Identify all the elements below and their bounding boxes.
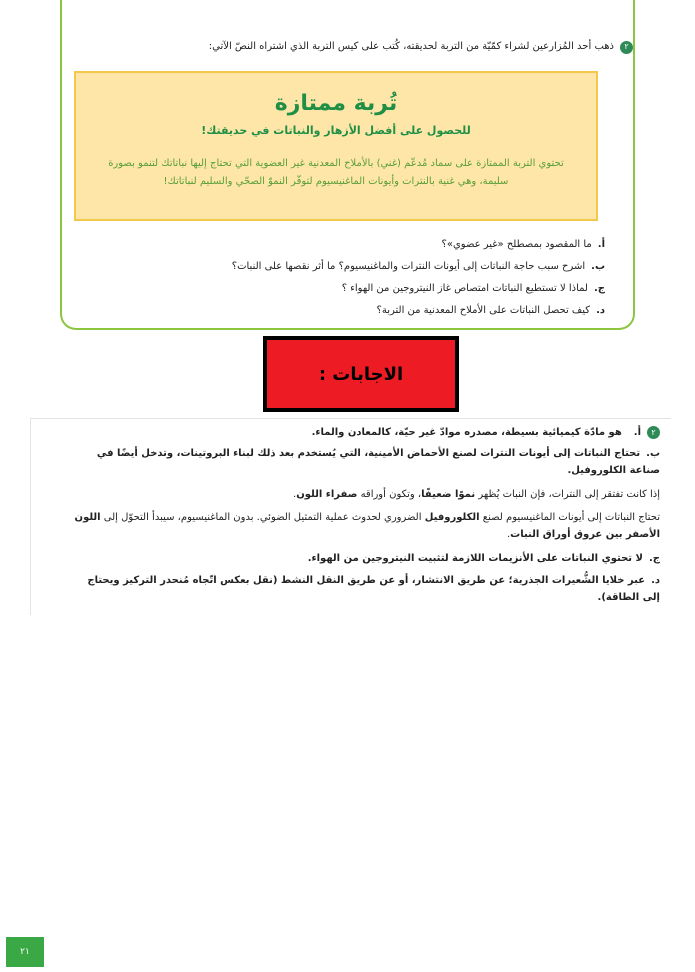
answers-header: الاجابات :: [318, 363, 404, 385]
sub-question-a: أ.ما المقصود بمصطلح «غير عضوي»؟: [441, 239, 605, 250]
question-text: ذهب أحد المُزارعين لشراء كمّيّة من التربة لحديقته، كُتب على كيس التربة الذي اشتراه النصّ الآتي:: [208, 41, 614, 52]
ad-body: تحتوي التربة الممتازة على سماد مُدعّم (غني) بالأملاح المعدنية غير العضوية التي تحتاج إليها نباتاتك لتنمو بصورة سليمة، وهي غنية بالنترات وأيونات الماغنيسيوم لتوفّر النموّ الصحّي والسليم لنباتاتك!: [108, 158, 564, 187]
ad-title: تُربة ممتازة: [274, 91, 398, 116]
answer-number-badge: ٢: [647, 426, 660, 439]
answer-a: ٢ أ. هو مادّة كيميائية بسيطة، مصدره موادّ غير حيّة، كالمعادن والماء.: [70, 424, 660, 441]
question-number-badge: ٢: [620, 41, 633, 54]
page-number: ٢١: [6, 937, 44, 967]
sub-question-d: د.كيف تحصل النباتات على الأملاح المعدنية من التربة؟: [376, 305, 605, 316]
ad-subtitle: للحصول على أفضل الأزهار والنباتات في حديقتك!: [201, 124, 471, 137]
answer-c: ج.لا تحتوي النباتات على الأنزيمات اللازمة لتثبيت النيتروجين من الهواء.: [307, 553, 660, 564]
sub-question-b: ب.اشرح سبب حاجة النباتات إلى أيونات النترات والماغنيسيوم؟ ما أثر نقصها على النبات؟: [231, 261, 605, 272]
answer-b-line3: تحتاج النباتات إلى أيونات الماغنيسيوم لصنع الكلوروفيل الضروري لحدوث عملية التمثيل الضوئي. بدون الماغنيسيوم، سيبدأ التحوّل إلى اللون الأصفر بين عروق أوراق النبات.: [74, 512, 660, 540]
answers-header-box: [263, 336, 459, 412]
soil-ad-box: [74, 71, 598, 221]
question-intro: [53, 40, 633, 54]
answer-d: د.عبر خلايا الشُّعيرات الجذرية؛ عن طريق الانتشار، أو عن طريق النقل النشط (نقل بعكس اتّجاه مُنحدر التركيز ويحتاج إلى الطاقة).: [87, 575, 660, 603]
answer-b: ب.تحتاج النباتات إلى أيونات النترات لصنع الأحماض الأمينية، التي يُستخدم بعد ذلك لبناء البروتينات، وتدخل أيضًا في صناعة الكلوروفيل.: [96, 448, 660, 476]
sub-question-c: ج.لماذا لا تستطيع النباتات امتصاص غاز النيتروجين من الهواء ؟: [341, 283, 605, 294]
answer-b-line2: إذا كانت تفتقر إلى النترات، فإن النبات يُظهر نموًا ضعيفًا، وتكون أوراقه صفراء اللون.: [293, 489, 660, 500]
